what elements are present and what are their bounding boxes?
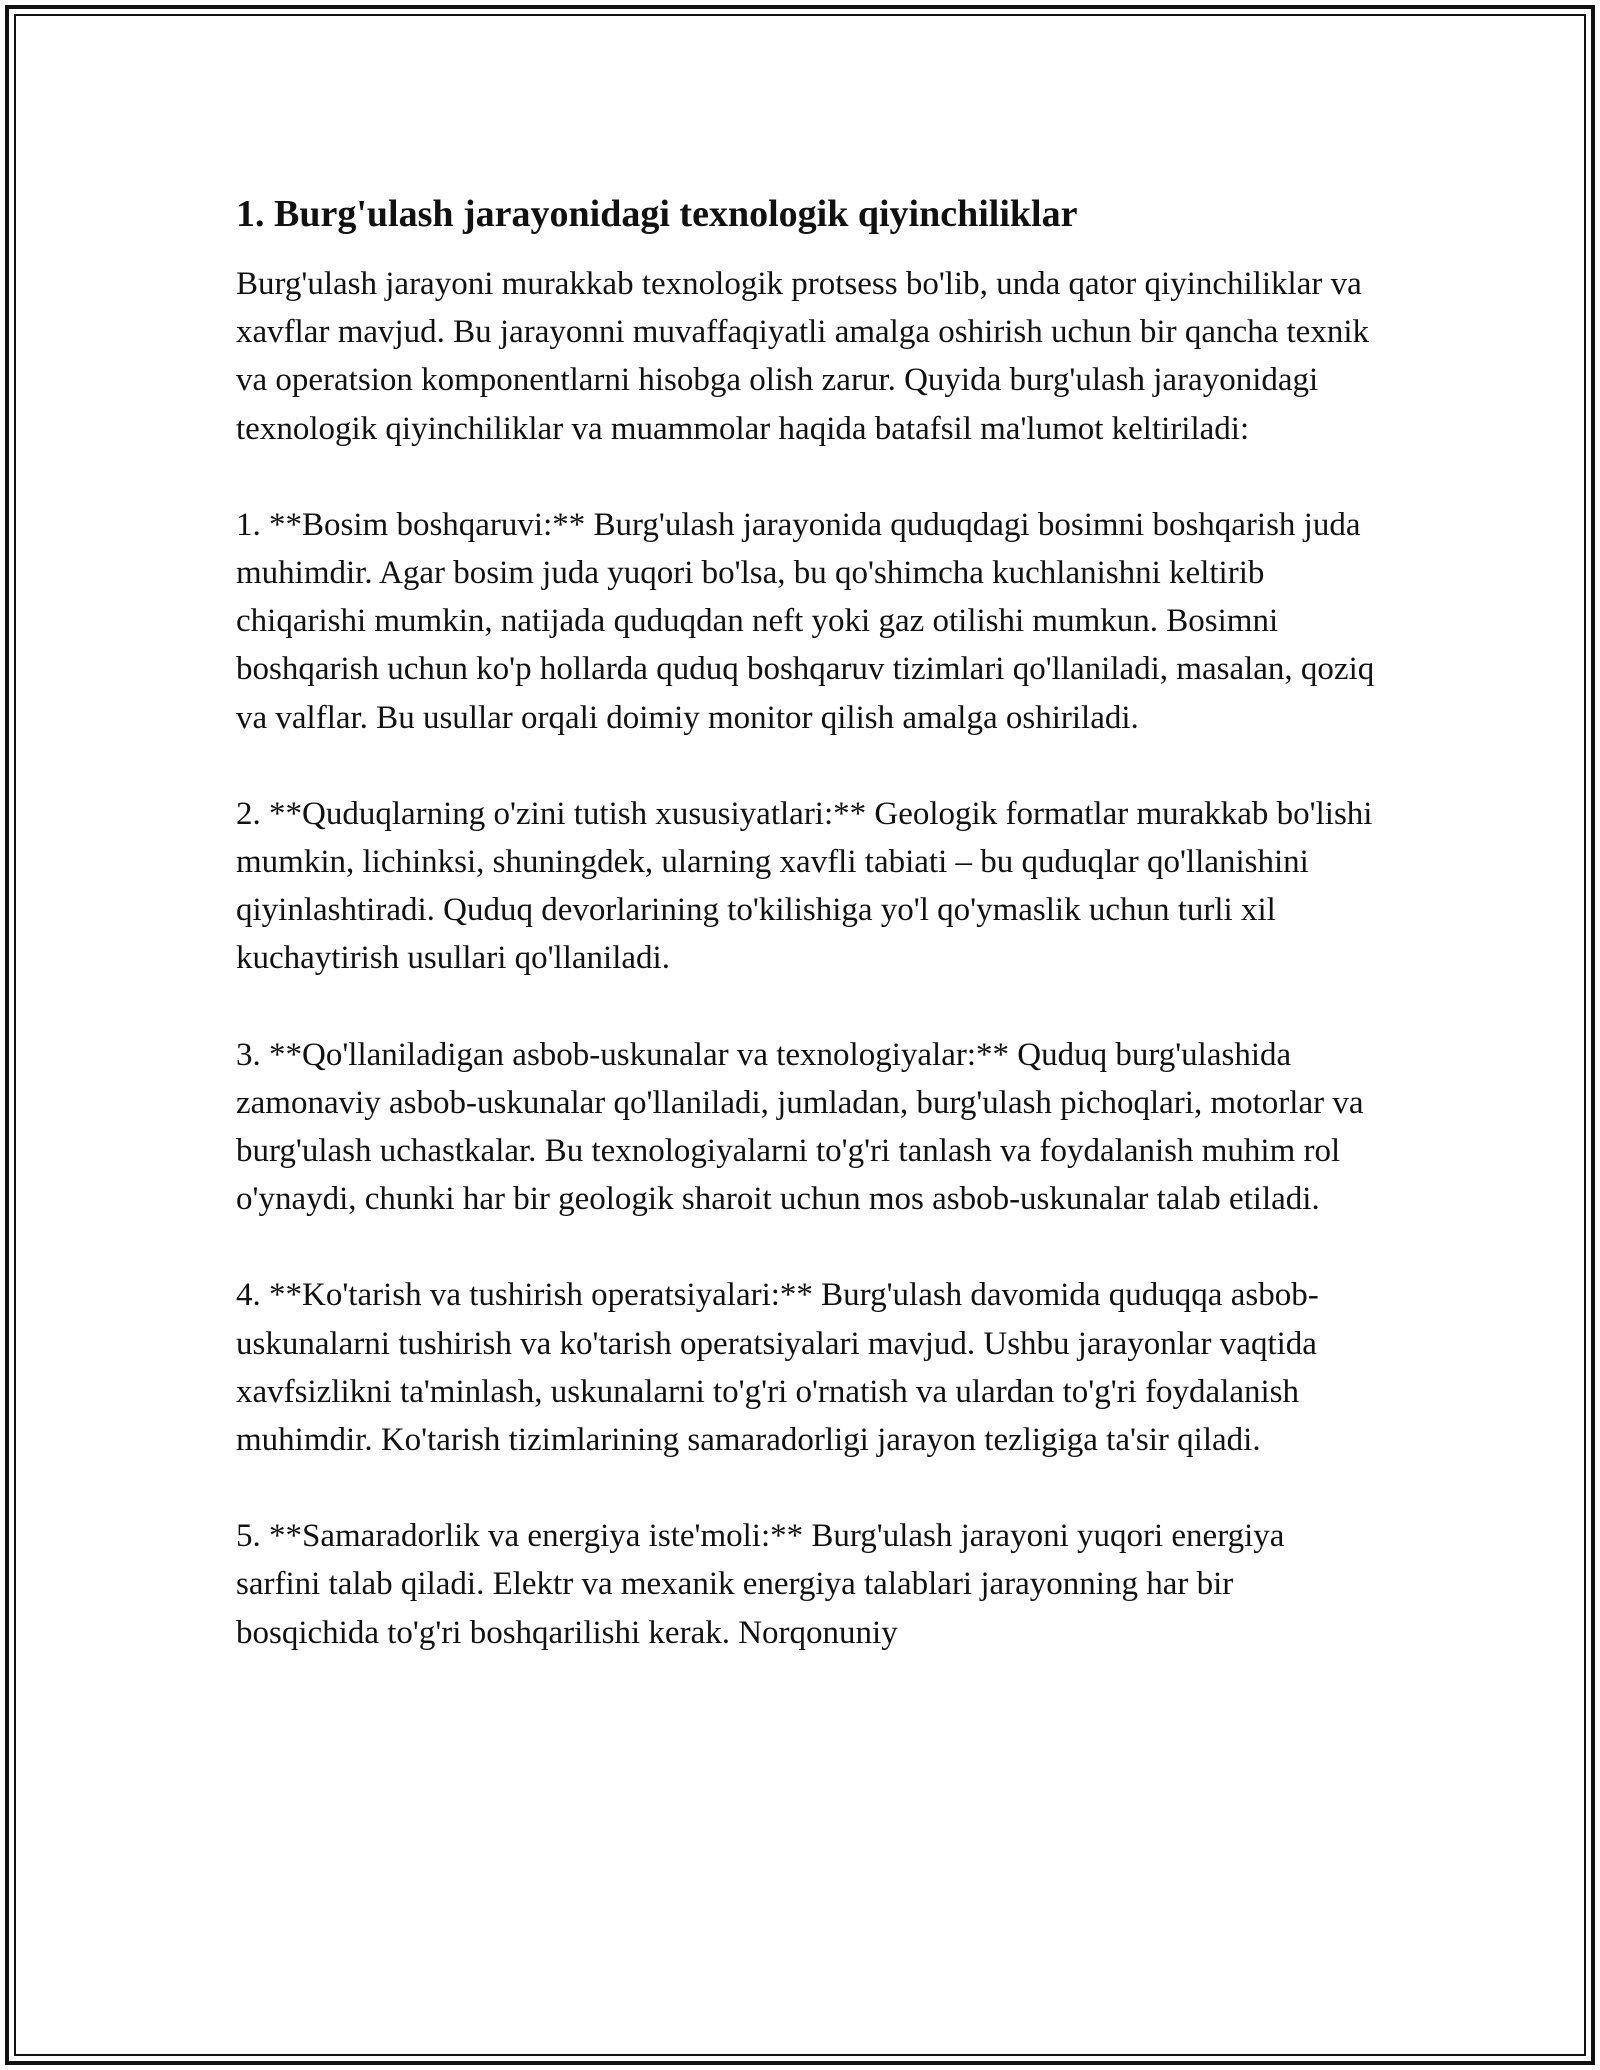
paragraph-tripping-operations: 4. **Ko'tarish va tushirish operatsiyalari:** Burg'ulash davomida quduqqa asbob-uskunalarni tushirish va ko'tarish operatsiyalari mavjud. Ushbu jarayonlar vaqtida xavfsizlikni ta'minlash, uskunalarni to'g'ri o'rnatish va ulardan to'g'ri foydalanish muhimdir. Ko'tarish tizimlarining samaradorligi jarayon tezligiga ta'sir qiladi. <box>236 1277 1319 1459</box>
document-body <box>236 186 1376 1657</box>
paragraph-equipment: 3. **Qo'llaniladigan asbob-uskunalar va texnologiyalar:** Quduq burg'ulashida zamonaviy asbob-uskunalar qo'llaniladi, jumladan, burg'ulash pichoqlari, motorlar va burg'ulash uchastkalar. Bu texnologiyalarni to'g'ri tanlash va foydalanish muhim rol o'ynaydi, chunki har bir geologik sharoit uchun mos asbob-uskunalar talab etiladi. <box>236 1036 1364 1218</box>
paragraph-energy-efficiency: 5. **Samaradorlik va energiya iste'moli:** Burg'ulash jarayoni yuqori energiya sarfini talab qiladi. Elektr va mexanik energiya talablari jarayonning har bir bosqichida to'g'ri boshqarilishi kerak. Norqonuniy <box>236 1518 1285 1651</box>
paragraph-pressure-control: 1. **Bosim boshqaruvi:** Burg'ulash jarayonida quduqdagi bosimni boshqarish juda muhimdir. Agar bosim juda yuqori bo'lsa, bu qo'shimcha kuchlanishni keltirib chiqarishi mumkin, natijada quduqdan neft yoki gaz otilishi mumkun. Bosimni boshqarish uchun ko'p hollarda quduq boshqaruv tizimlari qo'llaniladi, masalan, qoziq va valflar. Bu usullar orqali doimiy monitor qilish amalga oshiriladi. <box>236 506 1375 736</box>
section-heading: 1. Burg'ulash jarayonidagi texnologik qiyinchiliklar <box>236 193 1078 235</box>
paragraph-well-behavior: 2. **Quduqlarning o'zini tutish xususiyatlari:** Geologik formatlar murakkab bo'lishi mumkin, lichinksi, shuningdek, ularning xavfli tabiati – bu quduqlar qo'llanishini qiyinlashtiradi. Quduq devorlarining to'kilishiga yo'l qo'ymaslik uchun turli xil kuchaytirish usullari qo'llaniladi. <box>236 795 1373 977</box>
intro-paragraph: Burg'ulash jarayoni murakkab texnologik protsess bo'lib, unda qator qiyinchiliklar va xavflar mavjud. Bu jarayonni muvaffaqiyatli amalga oshirish uchun bir qancha texnik va operatsion komponentlarni hisobga olish zarur. Quyida burg'ulash jarayonidagi texnologik qiyinchiliklar va muammolar haqida batafsil ma'lumot keltiriladi: <box>236 266 1369 447</box>
